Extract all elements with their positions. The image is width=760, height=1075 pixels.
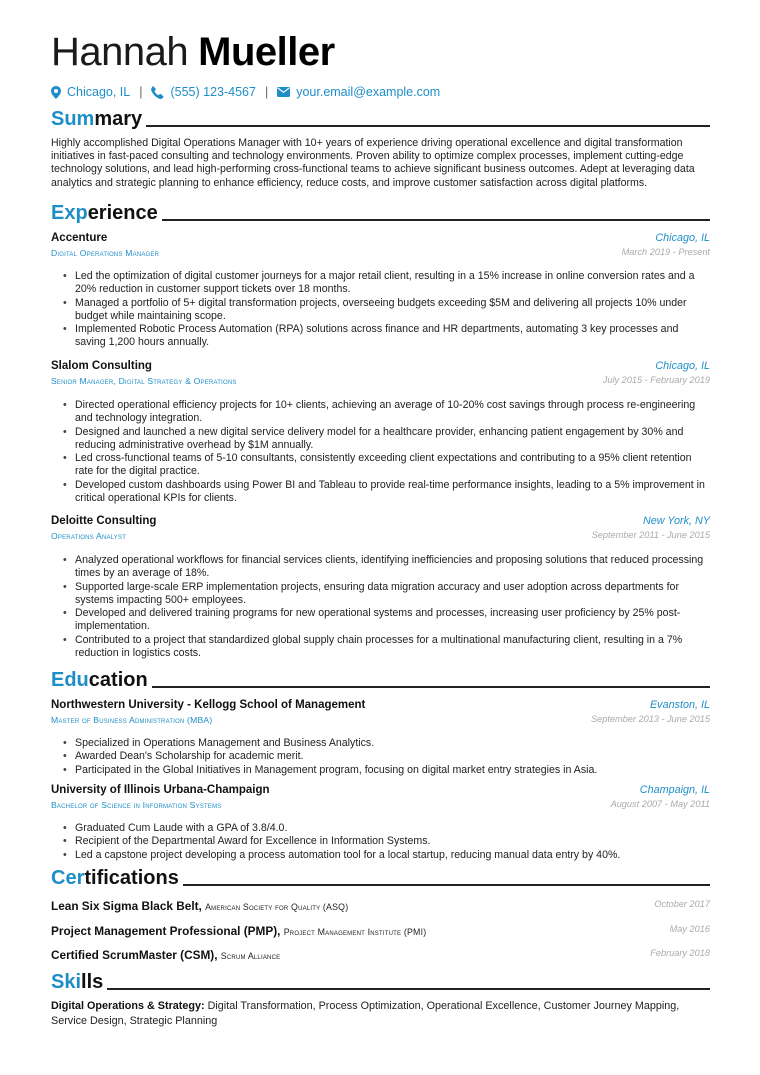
envelope-icon [277, 87, 290, 97]
list-item: • Awarded Dean's Scholarship for academic merit. [63, 750, 710, 763]
list-item: • Graduated Cum Laude with a GPA of 3.8/4.0. [63, 822, 710, 835]
bullet-list [63, 737, 710, 777]
skills-heading: Skills [51, 971, 710, 993]
contact-separator: | [264, 85, 269, 99]
list-item: • Specialized in Operations Management and Business Analytics. [63, 737, 710, 750]
list-item: • Led cross-functional teams of 5-10 consultants, consistently exceeding client expectations and contributing to a 95% client retention rate for the digital practice. [63, 452, 710, 479]
certification-name: Project Management Professional (PMP) [51, 924, 278, 938]
list-item: • Led a capstone project developing a process automation tool for a local startup, reducing manual data entry by 40%. [63, 849, 710, 862]
job-title: Digital Operations Manager [51, 248, 160, 258]
experience-heading: Experience [51, 202, 710, 224]
list-item: • Implemented Robotic Process Automation (RPA) solutions across finance and HR departments, automating 3 key processes and saving 1,200 hours annually. [63, 323, 710, 350]
list-item: • Directed operational efficiency projects for 10+ clients, achieving an average of 10-20% cost savings through process re-engineering and technology integration. [63, 399, 710, 426]
map-marker-icon [51, 86, 61, 99]
section-rule [162, 219, 710, 221]
certification-issuer: Project Management Institute (PMI) [283, 927, 427, 937]
list-item: • Led the optimization of digital customer journeys for a major retail client, resulting in a 15% increase in online conversion rates and a 20% reduction in customer support tickets over 18 months. [63, 270, 710, 297]
school-name: Northwestern University - Kellogg School of Management [51, 699, 366, 711]
bullet-list [63, 270, 710, 350]
certification-item: Lean Six Sigma Black Belt, American Society for Quality (ASQ) October 2017 [51, 899, 710, 913]
employer-name: Accenture [51, 232, 108, 244]
email-link[interactable]: your.email@example.com [296, 85, 441, 99]
last-name: Mueller [198, 30, 335, 74]
candidate-name [51, 30, 335, 74]
list-item: • Developed and delivered training programs for new operational systems and processes, increasing user proficiency by 25% post-implementation. [63, 607, 710, 634]
contact-separator: | [139, 85, 143, 99]
list-item: • Developed custom dashboards using Power BI and Tableau to provide real-time performance insights, leading to a 5% improvement in critical operational KPIs for clients. [63, 479, 710, 506]
section-rule [183, 884, 710, 886]
skills-row [51, 999, 710, 1028]
section-rule [146, 125, 710, 127]
list-item: • Analyzed operational workflows for financial services clients, identifying inefficiencies and proposing solutions that reduced processing times by an average of 18%. [63, 554, 710, 581]
entry-location: Evanston, IL [649, 699, 710, 711]
phone-link[interactable]: (555) 123-4567 [170, 85, 256, 99]
job-title: Operations Analyst [51, 531, 127, 541]
certifications-heading: Certifications [51, 867, 710, 889]
location-text: Chicago, IL [67, 85, 131, 99]
contact-line [51, 85, 440, 99]
certification-date: May 2016 [669, 924, 710, 934]
certification-name: Certified ScrumMaster (CSM) [51, 948, 215, 962]
entry-location: New York, NY [642, 515, 710, 527]
first-name: Hannah [51, 30, 189, 74]
list-item: • Managed a portfolio of 5+ digital transformation projects, overseeing budgets exceeding $5M and delivering all projects 10% under budget while maintaining scope. [63, 297, 710, 324]
entry-location: Chicago, IL [655, 360, 710, 372]
bullet-list [63, 554, 710, 660]
degree-title: Bachelor of Science in Information Systems [51, 800, 222, 810]
entry-location: Champaign, IL [639, 784, 710, 796]
employer-name: Deloitte Consulting [51, 515, 157, 527]
bullet-list [63, 399, 710, 505]
list-item: • Contributed to a project that standardized global supply chain processes for a multinational manufacturing client, resulting in a 7% reduction in logistics costs. [63, 634, 710, 661]
entry-dates: March 2019 - Present [621, 247, 710, 257]
skill-category: Digital Operations & Strategy: [51, 1000, 205, 1012]
list-item: • Designed and launched a new digital service delivery model for a healthcare provider, enhancing patient engagement by 30% and reducing administrative overhead by $1M annually. [63, 426, 710, 453]
degree-title: Master of Business Administration (MBA) [51, 715, 213, 725]
bullet-list [63, 822, 710, 862]
entry-dates: August 2007 - May 2011 [610, 799, 710, 809]
certification-item: Project Management Professional (PMP), Project Management Institute (PMI) May 2016 [51, 924, 710, 938]
list-item: • Supported large-scale ERP implementation projects, ensuring data migration accuracy and user adoption across departments for systems impacting 500+ employees. [63, 581, 710, 608]
certification-issuer: American Society for Quality (ASQ) [205, 902, 349, 912]
employer-name: Slalom Consulting [51, 360, 152, 372]
section-rule [107, 988, 710, 990]
list-item: • Recipient of the Departmental Award for Excellence in Information Systems. [63, 835, 710, 848]
entry-dates: September 2011 - June 2015 [591, 530, 710, 540]
job-title: Senior Manager, Digital Strategy & Operations [51, 376, 237, 386]
summary-text: Highly accomplished Digital Operations Manager with 10+ years of experience driving operational excellence and digital transformation initiatives in fast-paced consulting and technology environments. Proven ability to optimize complex processes, implement cutting-edge technology solutions, and lead high-performing cross-functional teams to achieve significant business outcomes. Adept at leveraging data analytics and strategic planning to enhance efficiency, reduce costs, and improve customer satisfaction across digital platforms. [51, 137, 695, 189]
summary-heading: Summary [51, 108, 710, 130]
skill-items: Digital Transformation, Process Optimization, Operational Excellence, Customer Journey Mapping, Service Design, Strategic Planning [51, 1000, 680, 1027]
education-heading: Education [51, 669, 710, 691]
certification-date: October 2017 [654, 899, 710, 909]
certification-issuer: Scrum Alliance [220, 951, 281, 961]
certification-name: Lean Six Sigma Black Belt [51, 899, 199, 913]
entry-location: Chicago, IL [655, 232, 710, 244]
school-name: University of Illinois Urbana-Champaign [51, 784, 270, 796]
entry-dates: July 2015 - February 2019 [602, 375, 710, 385]
certification-item: Certified ScrumMaster (CSM), Scrum Alliance February 2018 [51, 948, 710, 962]
certification-date: February 2018 [650, 948, 710, 958]
entry-dates: September 2013 - June 2015 [590, 714, 710, 724]
phone-icon [151, 86, 164, 99]
section-rule [152, 686, 710, 688]
list-item: • Participated in the Global Initiatives in Management program, focusing on digital market entry strategies in Asia. [63, 764, 710, 777]
